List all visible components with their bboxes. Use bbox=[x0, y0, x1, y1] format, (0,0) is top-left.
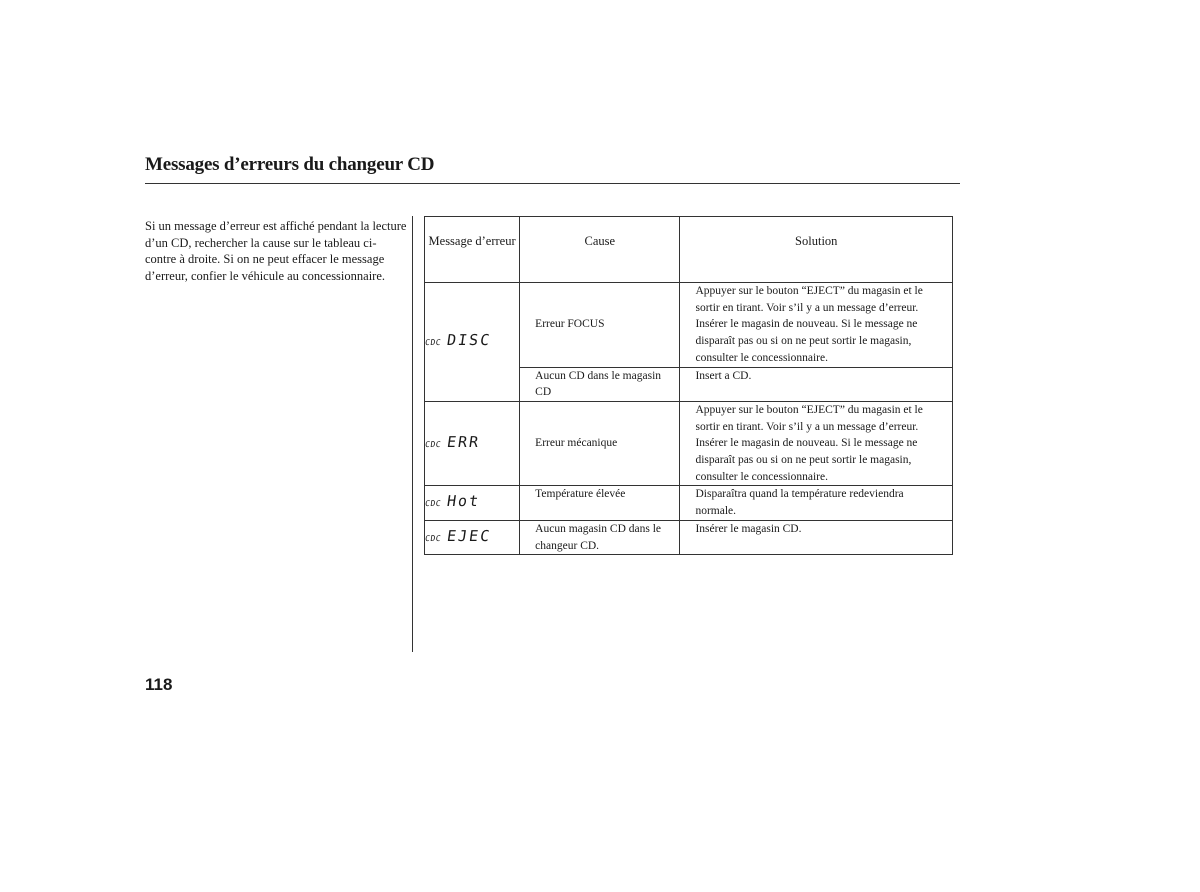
lcd-code: ERR bbox=[445, 432, 482, 451]
solution-text: Appuyer sur le bouton “EJECT” du magasin et le sortir en tirant. Voir s’il y a un message d’erreur. Insérer le magasin de nouveau. Si le message ne disparaît pas ou si on ne peut sortir le magasin, consulter le concessionnaire. bbox=[695, 285, 923, 364]
solution-cell bbox=[680, 283, 953, 368]
cause-text: Erreur mécanique bbox=[535, 437, 618, 450]
lcd-prefix: CDC bbox=[424, 499, 442, 509]
cause-cell bbox=[520, 486, 680, 520]
solution-text: Disparaîtra quand la température redeviendra normale. bbox=[695, 488, 904, 518]
header-solution bbox=[680, 217, 953, 283]
cause-text: Aucun magasin CD dans le changeur CD. bbox=[535, 522, 662, 552]
lcd-display-cell bbox=[425, 401, 520, 486]
table-row bbox=[425, 283, 953, 368]
solution-cell bbox=[680, 520, 953, 554]
lcd-display-ejec bbox=[425, 528, 491, 548]
cause-text: Température élevée bbox=[535, 488, 626, 501]
table-header-row bbox=[425, 217, 953, 283]
table-row bbox=[425, 401, 953, 486]
header-message bbox=[425, 217, 520, 283]
cause-text: Erreur FOCUS bbox=[535, 318, 605, 331]
cause-text: Aucun CD dans le magasin CD bbox=[535, 369, 662, 399]
solution-cell bbox=[680, 367, 953, 401]
cause-cell bbox=[520, 367, 680, 401]
title-divider bbox=[145, 183, 960, 184]
solution-text: Appuyer sur le bouton “EJECT” du magasin et le sortir en tirant. Voir s’il y a un message d’erreur. Insérer le magasin de nouveau. Si le message ne disparaît pas ou si on ne peut sortir le magasin, consulter le concessionnaire. bbox=[695, 403, 923, 483]
page-number: 118 bbox=[145, 675, 173, 694]
intro-paragraph: Si un message d’erreur est affiché pendant la lecture d’un CD, rechercher la cause sur le tableau ci-contre à droite. Si on ne peut effacer le message d’erreur, confier le véhicule au concessionnaire. bbox=[145, 219, 407, 284]
cause-cell bbox=[520, 401, 680, 486]
lcd-display-cell bbox=[425, 520, 520, 554]
cause-cell bbox=[520, 520, 680, 554]
header-message-label: Message d’erreur bbox=[428, 234, 516, 248]
lcd-prefix: CDC bbox=[424, 338, 442, 348]
lcd-prefix: CDC bbox=[424, 533, 442, 543]
solution-text: Insérer le magasin CD. bbox=[695, 522, 802, 535]
header-cause bbox=[520, 217, 680, 283]
lcd-display-cell bbox=[425, 283, 520, 402]
table-row bbox=[425, 520, 953, 554]
lcd-display-disc bbox=[425, 332, 491, 352]
page-title: Messages d’erreurs du changeur CD bbox=[145, 154, 435, 175]
lcd-display-hot bbox=[425, 493, 480, 513]
error-messages-table bbox=[424, 216, 953, 555]
lcd-prefix: CDC bbox=[424, 439, 442, 449]
header-cause-label: Cause bbox=[584, 234, 616, 248]
lcd-code: DISC bbox=[445, 331, 493, 350]
cause-cell bbox=[520, 283, 680, 368]
lcd-code: EJEC bbox=[445, 526, 493, 545]
table-row bbox=[425, 486, 953, 520]
header-solution-label: Solution bbox=[795, 234, 838, 248]
lcd-display-err bbox=[425, 434, 480, 454]
column-divider bbox=[412, 216, 413, 652]
solution-text: Insert a CD. bbox=[695, 369, 752, 382]
solution-cell bbox=[680, 486, 953, 520]
solution-cell bbox=[680, 401, 953, 486]
lcd-display-cell bbox=[425, 486, 520, 520]
lcd-code: Hot bbox=[445, 492, 482, 511]
